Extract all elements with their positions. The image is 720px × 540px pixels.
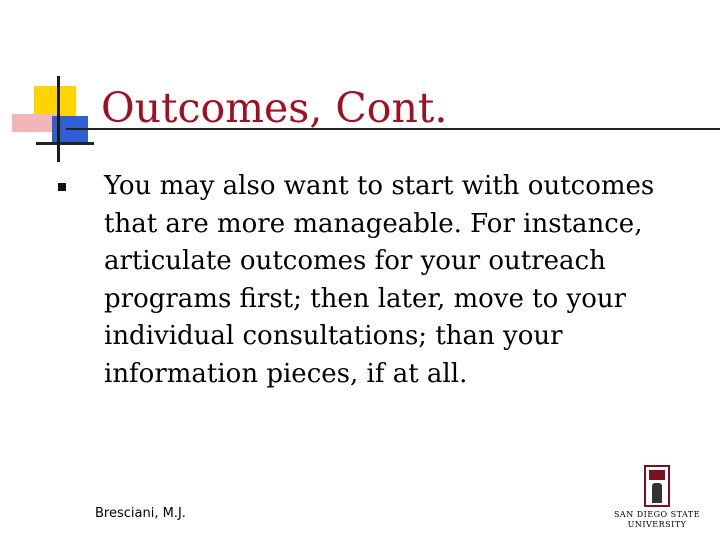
pink-bar <box>12 114 56 132</box>
slide-title: Outcomes, Cont. <box>101 84 448 132</box>
bullet-marker <box>58 183 66 191</box>
logo-text-line2: UNIVERSITY <box>627 520 687 529</box>
vertical-rule <box>57 76 60 162</box>
logo-emblem-icon <box>644 465 670 507</box>
university-logo <box>612 465 702 531</box>
short-rule <box>36 142 94 145</box>
footer-author: Bresciani, M.J. <box>95 506 186 521</box>
logo-text-line1: SAN DIEGO STATE <box>613 510 701 519</box>
bullet-text: You may also want to start with outcomes that are more manageable. For instance, articulate outcomes for your outreach programs first; then later, move to your individual consultations; than your information pieces, if at all. <box>104 171 655 389</box>
